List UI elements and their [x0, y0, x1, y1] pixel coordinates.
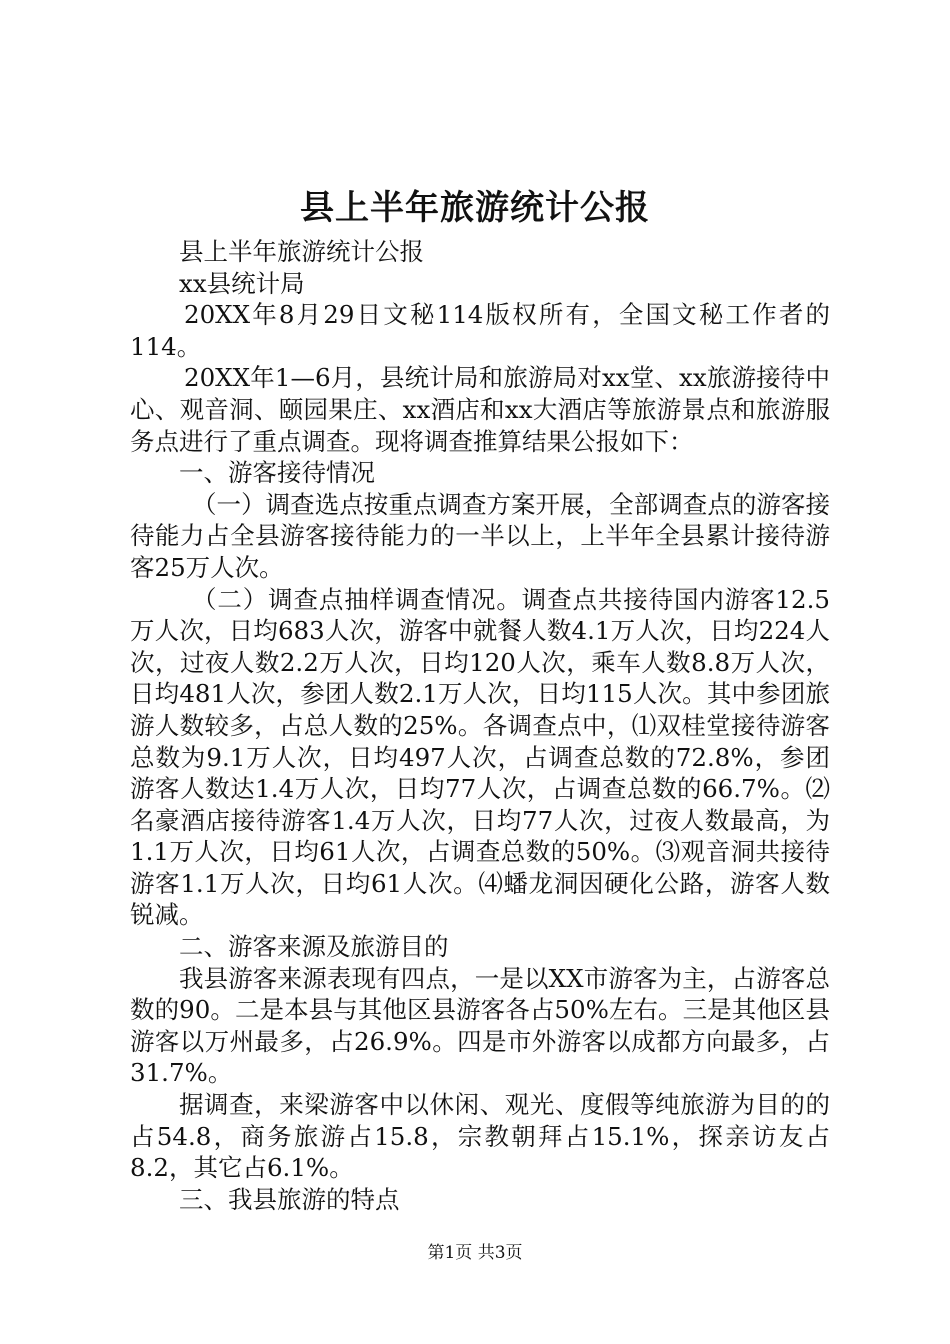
document-title: 县上半年旅游统计公报: [300, 188, 650, 228]
body-paragraph-subtitle: 县上半年旅游统计公报: [179, 237, 424, 266]
document-body: [130, 236, 830, 1215]
body-paragraph-purposes: 据调查，来梁游客中以休闲、观光、度假等纯旅游为目的的占54.8，商务旅游占15.8，宗教朝拜占15.1%，探亲访友占8.2，其它占6.1%。: [130, 1090, 830, 1183]
section-heading-features: 三、我县旅游的特点: [179, 1184, 400, 1214]
body-paragraph-date: 20XX年8月29日文秘114版权所有，全国文秘工作者的114。: [130, 300, 830, 361]
body-paragraph-reception-1: （一）调查选点按重点调查方案开展，全部调查点的游客接待能力占全县游客接待能力的一半以上，上半年全县累计接待游客25万人次。: [130, 489, 830, 582]
page-number-footer: 第1页 共3页: [427, 1243, 523, 1263]
body-paragraph-sources: 我县游客来源表现有四点，一是以XX市游客为主，占游客总数的90。二是本县与其他区县游客各占50%左右。三是其他区县游客以万州最多，占26.9%。四是市外游客以成都方向最多，占31.7%。: [130, 963, 830, 1088]
body-paragraph-issuer: xx县统计局: [179, 268, 305, 298]
section-heading-reception: 一、游客接待情况: [179, 458, 375, 488]
body-paragraph-reception-2: （二）调查点抽样调查情况。调查点共接待国内游客12.5万人次，日均683人次，游客中就餐人数4.1万人次，日均224人次，过夜人数2.2万人次，日均120人次，乘车人数8.8万人次，日均481人次，参团人数2.1万人次，日均115人次。其中参团旅游人数较多，占总人数的25%。各调查点中，⑴双桂堂接待游客总数为9.1万人次，日均497人次，占调查总数的72.8%，参团游客人数达1.4万人次，日均77人次，占调查总数的66.7%。⑵名豪酒店接待游客1.4万人次，日均77人次，过夜人数最高，为1.1万人次，日均61人次，占调查总数的50%。⑶观音洞共接待游客1.1万人次，日均61人次。⑷蟠龙洞因硬化公路，游客人数锐减。: [130, 584, 830, 930]
body-paragraph-intro: 20XX年1—6月，县统计局和旅游局对xx堂、xx旅游接待中心、观音洞、颐园果庄、xx酒店和xx大酒店等旅游景点和旅游服务点进行了重点调查。现将调查推算结果公报如下：: [130, 363, 830, 456]
section-heading-sources: 二、游客来源及旅游目的: [179, 932, 449, 962]
